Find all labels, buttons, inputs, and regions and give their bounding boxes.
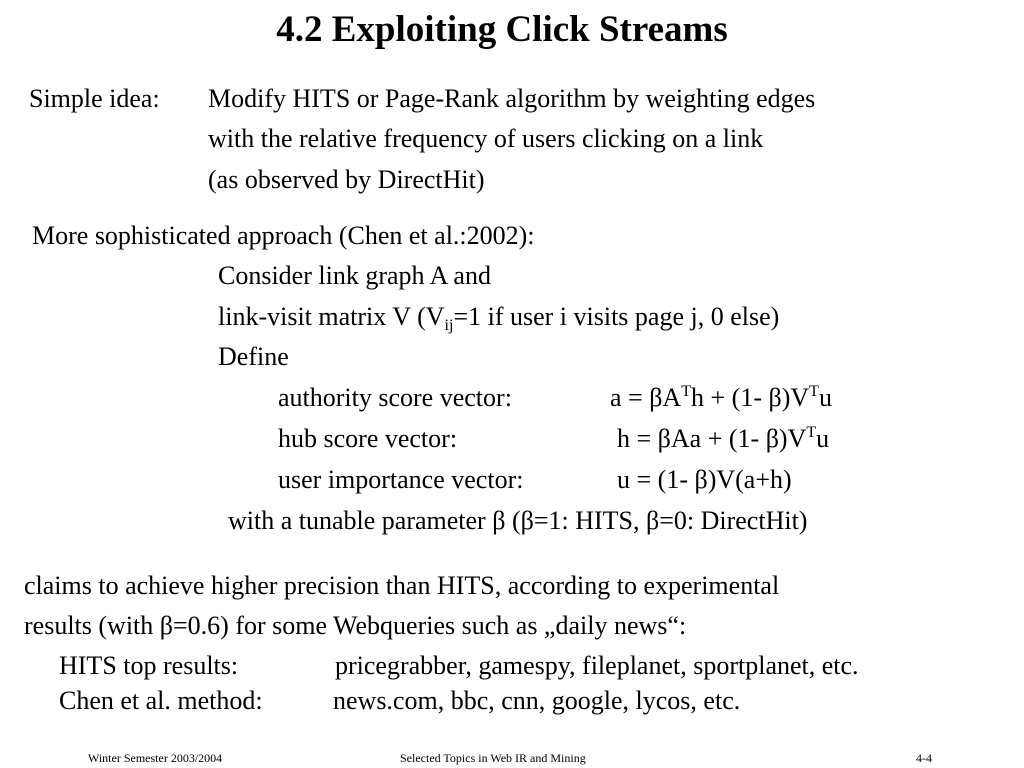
simple-idea-line-1: Modify HITS or Page-Rank algorithm by weighting edges xyxy=(208,84,816,113)
matrix-suffix: =1 if user i visits page j, 0 else) xyxy=(453,302,780,331)
footer-page-number: 4-4 xyxy=(916,751,932,765)
user-importance-label: user importance vector: xyxy=(278,465,524,494)
chen-results-list: news.com, bbc, cnn, google, lycos, etc. xyxy=(333,686,741,715)
sophisticated-heading: More sophisticated approach (Chen et al.:2002): xyxy=(32,221,535,250)
matrix-subscript: ij xyxy=(444,317,454,334)
footer-course-title: Selected Topics in Web IR and Mining xyxy=(400,751,586,765)
hits-results-label: HITS top results: xyxy=(59,651,239,680)
authority-part-b: h + (1- β)V xyxy=(691,383,810,412)
footer-semester: Winter Semester 2003/2004 xyxy=(88,751,223,765)
authority-transpose-2: T xyxy=(809,383,819,400)
hub-formula xyxy=(617,423,829,455)
claims-line-1: claims to achieve higher precision than HITS, according to experimental xyxy=(24,571,780,600)
hub-part-a: h = βAa + (1- β)V xyxy=(617,424,807,453)
user-importance-formula: u = (1- β)V(a+h) xyxy=(617,465,792,494)
hub-transpose: T xyxy=(806,424,817,441)
authority-formula xyxy=(610,382,832,414)
define-line: Define xyxy=(218,342,289,371)
hub-part-b: u xyxy=(816,424,830,453)
simple-idea-line-3: (as observed by DirectHit) xyxy=(208,165,485,194)
slide-title: 4.2 Exploiting Click Streams xyxy=(276,9,728,50)
claims-line-2: results (with β=0.6) for some Webqueries such as „daily news“: xyxy=(24,611,687,640)
hits-results-list: pricegrabber, gamespy, fileplanet, sportplanet, etc. xyxy=(335,651,859,680)
chen-results-label: Chen et al. method: xyxy=(59,686,263,715)
simple-idea-label: Simple idea: xyxy=(29,84,160,113)
authority-part-c: u xyxy=(818,383,832,412)
tunable-parameter-line: with a tunable parameter β (β=1: HITS, β=0: DirectHit) xyxy=(228,506,808,535)
simple-idea-line-2: with the relative frequency of users clicking on a link xyxy=(208,124,764,153)
hub-label: hub score vector: xyxy=(278,424,458,453)
consider-line: Consider link graph A and xyxy=(218,261,491,290)
authority-transpose-1: T xyxy=(681,383,691,400)
link-visit-matrix-line xyxy=(218,301,779,333)
matrix-prefix: link-visit matrix V (V xyxy=(218,302,445,331)
authority-part-a: a = βA xyxy=(610,383,682,412)
authority-label: authority score vector: xyxy=(278,383,512,412)
